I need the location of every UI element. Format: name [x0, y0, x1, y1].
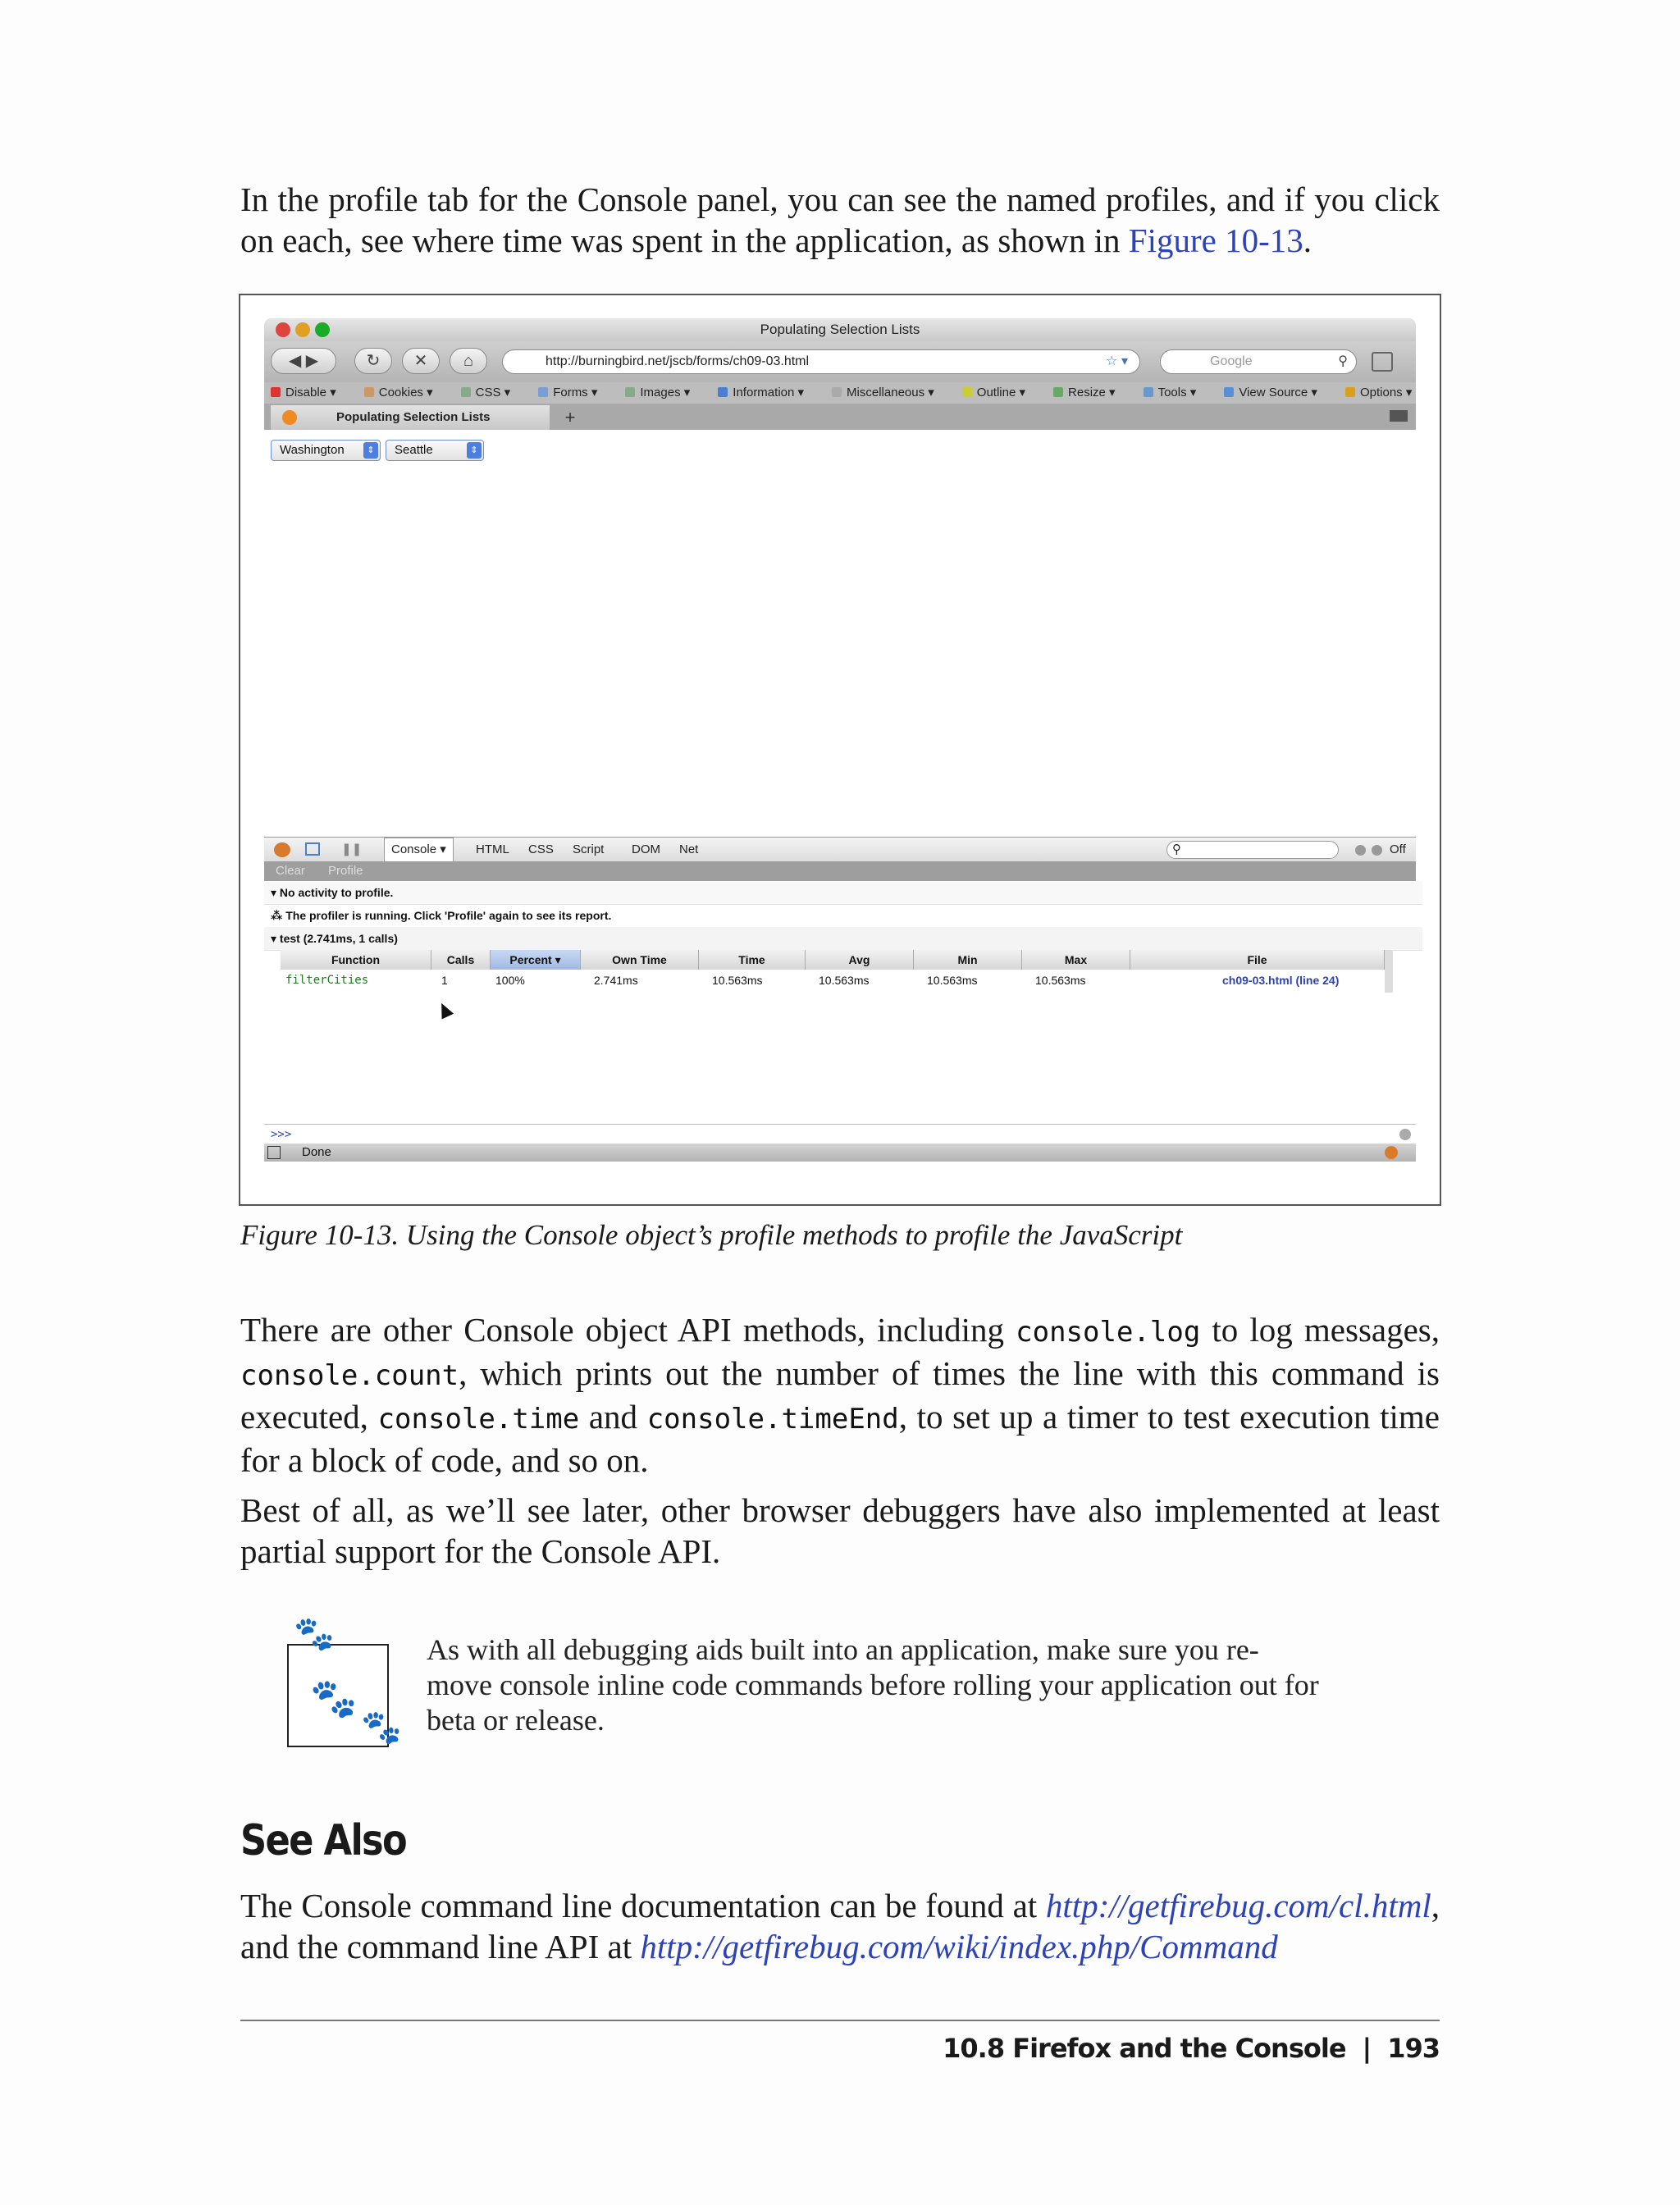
page-content [264, 430, 1416, 837]
state-select[interactable] [271, 440, 381, 461]
address-bar[interactable] [502, 349, 1140, 374]
state-select-value: Washington [280, 443, 345, 457]
back-forward-button[interactable]: ◀ ▶ [271, 348, 336, 374]
search-input[interactable] [1160, 349, 1357, 374]
inspect-icon[interactable] [305, 842, 320, 856]
log-entry-text: The profiler is running. Click 'Profile' again to see its report. [285, 909, 612, 922]
devbar-item-icon [538, 387, 548, 397]
tab-console-label: Console [391, 842, 437, 856]
log-entry[interactable]: ▾ No activity to profile. [264, 881, 1422, 905]
devbar-item-icon [364, 387, 374, 397]
devbar-item-css[interactable]: CSS ▾ [454, 382, 511, 404]
web-developer-toolbar [264, 382, 1416, 404]
cell-file-link[interactable]: ch09-03.html (line 24) [1222, 974, 1340, 987]
search-icon: ⚲ [1172, 842, 1181, 856]
devbar-item-label: Tools [1157, 386, 1187, 399]
tab-net[interactable]: Net [679, 842, 699, 856]
column-header-max[interactable]: Max [1022, 950, 1130, 970]
stop-button[interactable]: ✕ [402, 348, 440, 374]
city-select[interactable] [386, 440, 484, 461]
devbar-item-icon [625, 387, 635, 397]
search-placeholder: Google [1210, 354, 1253, 368]
profile-button[interactable]: Profile [328, 864, 363, 878]
pause-icon[interactable]: ❚❚ [341, 842, 363, 856]
devbar-item-label: Images [640, 386, 681, 399]
devbar-item-label: Miscellaneous [847, 386, 925, 399]
devbar-item-icon [1345, 387, 1355, 397]
devbar-item-icon [1144, 387, 1153, 397]
devbar-item-options[interactable]: Options ▾ [1339, 382, 1412, 404]
devbar-item-label: Forms [553, 386, 588, 399]
reload-button[interactable]: ↻ [354, 348, 392, 374]
cell-calls: 1 [441, 974, 448, 987]
paw-print-icon: 🐾 [310, 1678, 358, 1719]
firebug-bug-icon[interactable] [274, 842, 290, 857]
select-arrow-icon: ⇕ [467, 442, 482, 459]
tab-strip [264, 404, 1416, 430]
command-line-toggle-icon[interactable] [1399, 1129, 1411, 1140]
devbar-item-images[interactable]: Images ▾ [619, 382, 690, 404]
devbar-item-cookies[interactable]: Cookies ▾ [358, 382, 433, 404]
devbar-item-information[interactable]: Information ▾ [711, 382, 804, 404]
window-titlebar [264, 318, 1416, 341]
status-bar [264, 1144, 1416, 1162]
devbar-item-label: View Source [1239, 386, 1308, 399]
page-number: 193 [1387, 2033, 1440, 2064]
intro-text: In the profile tab for the Console panel, you can see the named profiles, and if you click on each, see where time was spent in the application, as shown in [240, 180, 1440, 259]
devbar-item-label: CSS [475, 386, 501, 399]
devbar-item-icon [718, 387, 728, 397]
figure-xref-link[interactable]: Figure 10-13 [1128, 221, 1303, 259]
home-button[interactable]: ⌂ [450, 348, 487, 374]
column-header-own-time[interactable]: Own Time [581, 950, 699, 970]
cell-own-time: 2.741ms [594, 974, 638, 987]
see-also-text-2: , and the command line API at [240, 1887, 1440, 1965]
devbar-item-label: Disable [285, 386, 327, 399]
command-prompt: >>> [271, 1128, 292, 1141]
column-header-avg[interactable]: Avg [806, 950, 914, 970]
code-console-timeend: console.timeEnd [646, 1403, 899, 1436]
code-console-count: console.count [240, 1359, 459, 1392]
devbar-item-outline[interactable]: Outline ▾ [956, 382, 1025, 404]
para2-text-5: , to set up a timer to test execution time for a block of code, and so on. [240, 1398, 1440, 1479]
para2-text-2: to log messages, [1200, 1311, 1440, 1349]
tab-dom[interactable]: DOM [632, 842, 660, 856]
devbar-item-forms[interactable]: Forms ▾ [532, 382, 597, 404]
firebug-toolbar [264, 837, 1416, 862]
intro-text-end: . [1303, 221, 1312, 259]
city-select-value: Seattle [395, 443, 433, 457]
window-title: Populating Selection Lists [760, 322, 920, 337]
footer-separator: | [1362, 2033, 1372, 2064]
column-header-function[interactable]: Function [281, 950, 431, 970]
firebug-status-icon[interactable] [1385, 1146, 1398, 1159]
close-window-button[interactable] [276, 322, 290, 337]
new-tab-button[interactable]: + [564, 407, 576, 427]
command-line-api-link[interactable]: http://getfirebug.com/wiki/index.php/Command [640, 1928, 1278, 1965]
log-entry: ⁂ The profiler is running. Click 'Profile' again to see its report. [264, 904, 1422, 928]
tab-console[interactable]: Console ▾ [384, 838, 454, 862]
devbar-item-icon [461, 387, 471, 397]
devbar-item-resize[interactable]: Resize ▾ [1047, 382, 1116, 404]
figure-caption: Figure 10-13. Using the Console object’s profile methods to profile the JavaScript [240, 1219, 1183, 1251]
minimize-window-button[interactable] [295, 322, 310, 337]
devbar-item-icon [271, 387, 281, 397]
firebug-minimize-icon[interactable] [1355, 845, 1366, 856]
command-line-doc-link[interactable]: http://getfirebug.com/cl.html [1045, 1887, 1431, 1924]
cell-time: 10.563ms [712, 974, 763, 987]
browser-support-paragraph: Best of all, as we’ll see later, other browser debuggers have also implemented at least partial support for the Console API. [240, 1491, 1440, 1570]
tab-label: Populating Selection Lists [336, 410, 491, 424]
log-entry-text: No activity to profile. [279, 886, 394, 899]
firebug-search-input[interactable] [1166, 841, 1339, 859]
cell-function-link[interactable]: filterCities [285, 974, 369, 987]
firebug-off-label[interactable]: Off [1390, 842, 1406, 856]
column-header-min[interactable]: Min [914, 950, 1022, 970]
paw-print-icon: 🐾 [361, 1709, 402, 1746]
code-console-time: console.time [377, 1403, 580, 1436]
footer-section-title: 10.8 Firefox and the Console [943, 2033, 1346, 2064]
tab-css[interactable]: CSS [528, 842, 554, 856]
column-header-percent-label: Percent [509, 953, 552, 966]
column-header-file[interactable]: File [1130, 950, 1385, 970]
devbar-item-label: Outline [976, 386, 1016, 399]
bookmark-star-icon[interactable]: ☆ ▾ [1106, 354, 1128, 368]
column-header-percent[interactable]: Percent ▾ [491, 950, 581, 970]
status-text: Done [302, 1145, 331, 1159]
command-line-input[interactable] [264, 1124, 1416, 1144]
browser-tab[interactable] [271, 405, 550, 430]
address-url: http://burningbird.net/jscb/forms/ch09-03.html [546, 354, 810, 368]
page-footer [943, 2033, 1440, 2064]
figure-frame [239, 294, 1441, 1206]
devbar-item-disable[interactable]: Disable ▾ [264, 382, 336, 404]
select-arrow-icon: ⇕ [363, 442, 378, 459]
cell-max: 10.563ms [1035, 974, 1086, 987]
note-text: As with all debugging aids built into an application, make sure you re-move console inline code commands before rolling your application out for beta or release. [427, 1633, 1319, 1737]
zoom-window-button[interactable] [315, 322, 330, 337]
column-header-time[interactable]: Time [699, 950, 806, 970]
devbar-item-label: Resize [1068, 386, 1106, 399]
browser-window [264, 318, 1416, 1180]
intro-paragraph [240, 179, 1440, 261]
paw-print-icon: 🐾 [294, 1615, 335, 1652]
firefox-favicon-icon [282, 410, 297, 425]
console-subtoolbar [264, 861, 1416, 881]
devbar-item-label: Options [1359, 386, 1403, 399]
code-console-log: console.log [1016, 1316, 1201, 1349]
api-methods-paragraph [240, 1309, 1440, 1481]
tab-list-icon[interactable] [1390, 410, 1408, 422]
navigation-toolbar [264, 341, 1416, 382]
column-header-calls[interactable]: Calls [431, 950, 491, 970]
devbar-item-view-source[interactable]: View Source ▾ [1217, 382, 1317, 404]
cell-min: 10.563ms [927, 974, 978, 987]
paw-print-note-icon [285, 1614, 417, 1754]
cell-avg: 10.563ms [819, 974, 870, 987]
tabs-overview-icon[interactable] [1372, 352, 1393, 372]
para2-text-1: There are other Console object API methods, including [240, 1311, 1016, 1349]
devbar-item-tools[interactable]: Tools ▾ [1137, 382, 1197, 404]
firebug-close-icon[interactable] [1372, 845, 1382, 856]
status-icon [267, 1146, 281, 1159]
search-icon[interactable]: ⚲ [1338, 354, 1348, 368]
tab-script[interactable]: Script [573, 842, 605, 856]
scrollbar[interactable] [1385, 950, 1393, 993]
devbar-item-icon [1053, 387, 1063, 397]
devbar-item-miscellaneous[interactable]: Miscellaneous ▾ [825, 382, 934, 404]
devbar-item-icon [962, 387, 972, 397]
devbar-item-label: Cookies [378, 386, 423, 399]
tab-html[interactable]: HTML [476, 842, 509, 856]
devbar-item-icon [1224, 387, 1234, 397]
see-also-heading: See Also [240, 1816, 406, 1865]
footer-rule [240, 2020, 1440, 2021]
see-also-text-1: The Console command line documentation can be found at [240, 1887, 1046, 1924]
see-also-paragraph [240, 1885, 1440, 1967]
devbar-item-icon [832, 387, 842, 397]
clear-button[interactable]: Clear [276, 864, 305, 878]
para2-text-4: and [579, 1398, 647, 1436]
mouse-cursor-icon [436, 1000, 454, 1019]
log-entry-text: test (2.741ms, 1 calls) [279, 932, 398, 945]
log-entry[interactable]: ▾ test (2.741ms, 1 calls) [264, 927, 1422, 951]
cell-percent: 100% [495, 974, 525, 987]
devbar-item-label: Information [733, 386, 795, 399]
para2-text-3: , which prints out the number of times the line with this command is executed, [240, 1354, 1440, 1436]
